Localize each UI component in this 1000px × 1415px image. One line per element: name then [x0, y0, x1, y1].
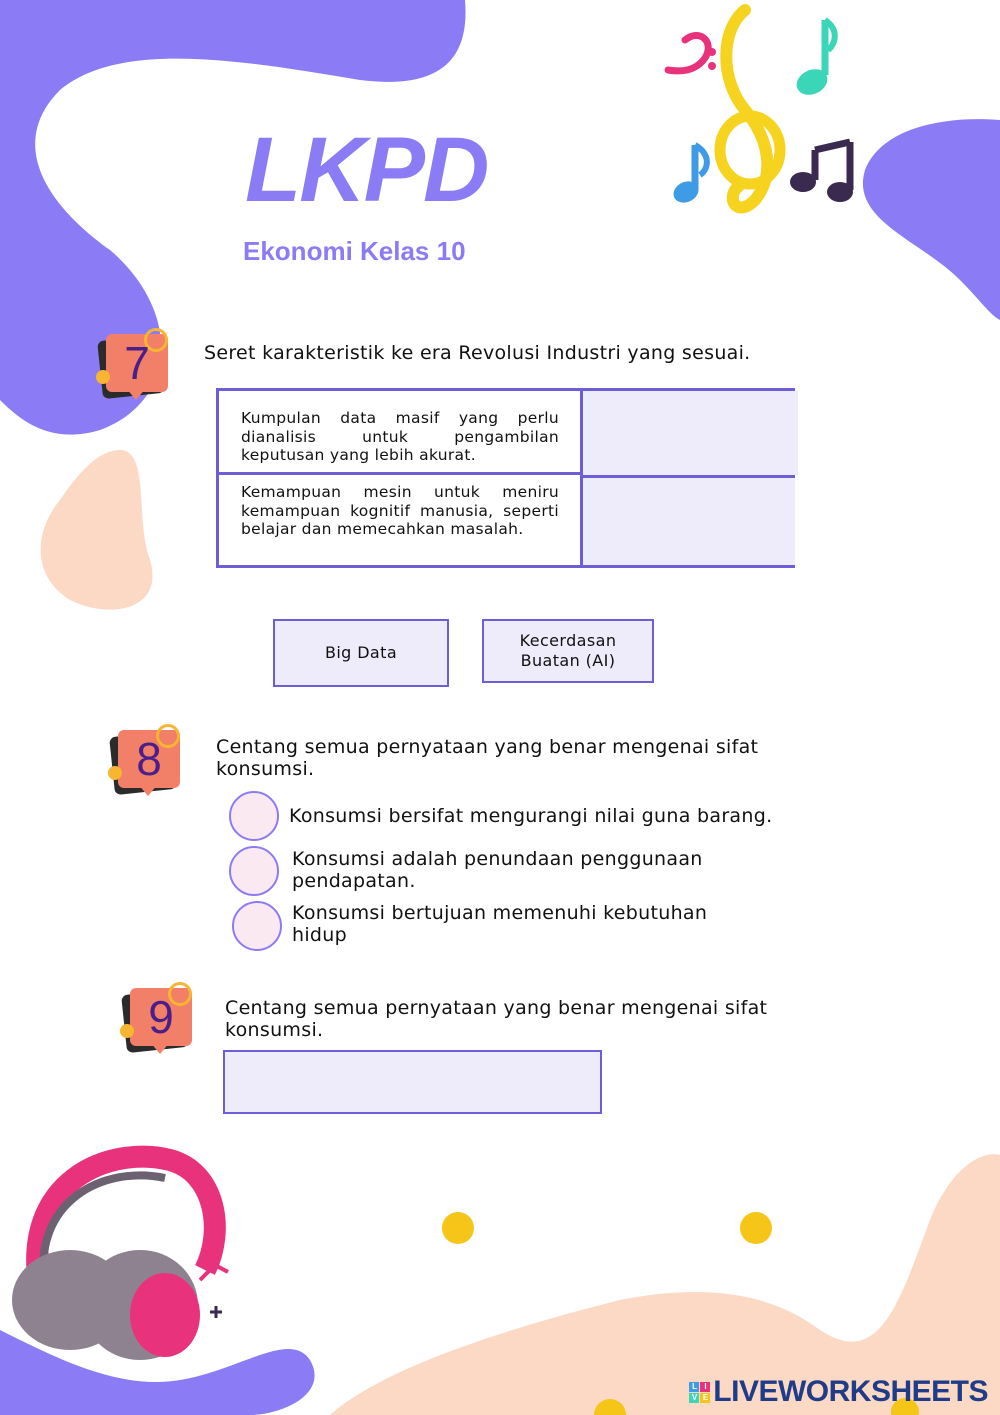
question-9-answer-box[interactable] — [223, 1050, 602, 1114]
brand-text: LIVEWORKSHEETS — [713, 1375, 988, 1408]
drag-chip-ai[interactable] — [482, 619, 654, 683]
question-7-number: 7 — [124, 337, 150, 389]
drag-chip-ai-label: Kecerdasan Buatan (AI) — [519, 631, 617, 670]
option-3-label: Konsumsi bertujuan memenuhi kebutuhan hidup — [292, 902, 708, 946]
drag-chip-big-data[interactable] — [273, 619, 449, 687]
page-subtitle: Ekonomi Kelas 10 — [243, 236, 466, 266]
option-3-radio[interactable] — [232, 901, 282, 951]
page-title: LKPD — [245, 119, 488, 221]
match-row-2-text: Kemampuan mesin untuk meniru kemampuan kognitif manusia, seperti belajar dan memecahkan masalah. — [241, 483, 559, 538]
option-2-radio[interactable] — [229, 846, 279, 896]
option-1-label: Konsumsi bersifat mengurangi nilai guna barang. — [289, 805, 773, 827]
liveworksheets-brand — [689, 1375, 988, 1409]
peach-blob-left — [41, 450, 153, 610]
question-9-prompt: Centang semua pernyataan yang benar mengenai sifat konsumsi. — [225, 997, 768, 1041]
liveworksheets-logo-icon: L I V E — [689, 1382, 710, 1403]
question-7-prompt: Seret karakteristik ke era Revolusi Industri yang sesuai. — [204, 342, 751, 364]
headphones-icon — [12, 1157, 228, 1360]
purple-blob-top-right — [863, 119, 1000, 320]
option-2-label: Konsumsi adalah penundaan penggunaan pendapatan. — [292, 848, 703, 892]
match-row-2 — [216, 475, 795, 568]
option-1-radio[interactable] — [229, 791, 279, 841]
match-row-2-dropzone[interactable] — [580, 475, 795, 565]
question-9-badge — [124, 984, 194, 1050]
question-8-prompt: Centang semua pernyataan yang benar mengenai sifat konsumsi. — [216, 736, 759, 780]
question-9-number: 9 — [148, 991, 174, 1043]
drag-chip-big-data-label: Big Data — [324, 643, 398, 662]
question-8-number: 8 — [136, 733, 162, 785]
question-8-badge — [112, 726, 182, 792]
match-row-1-dropzone[interactable] — [580, 391, 798, 475]
music-notes-icon — [668, 10, 853, 208]
question-7-badge — [100, 330, 170, 396]
match-row-1 — [216, 388, 795, 475]
match-row-1-text: Kumpulan data masif yang perlu dianalisis untuk pengambilan keputusan yang lebih akurat. — [241, 409, 559, 464]
